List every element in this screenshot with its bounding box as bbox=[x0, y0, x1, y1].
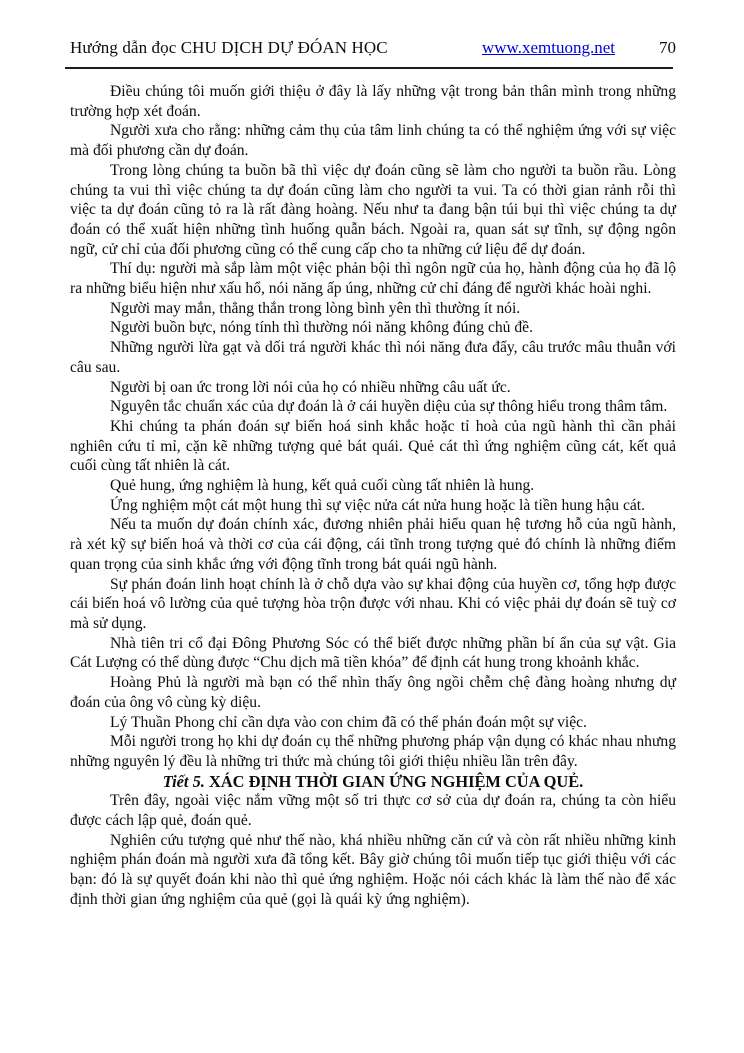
paragraph: Hoàng Phủ là người mà bạn có thể nhìn thấy ông ngồi chễm chệ đàng hoàng nhưng dự đoán của ông vô cùng kỳ diệu. bbox=[70, 674, 676, 711]
page-number: 70 bbox=[659, 38, 676, 57]
paragraph: Thí dụ: người mà sắp làm một việc phản bội thì ngôn ngữ của họ, hành động của họ đã lộ ra những biểu hiện như xấu hổ, nói năng ấp úng, những cử chỉ đáng để người khác hoài nghi. bbox=[70, 260, 676, 298]
paragraph: Người may mắn, thẳng thắn trong lòng bình yên thì thường ít nói. bbox=[110, 299, 521, 317]
paragraph: Khi chúng ta phán đoán sự biến hoá sinh khắc hoặc tỉ hoà của ngũ hành thì cần phải nghiên cứu tỉ mỉ, cặn kẽ những tượng quẻ bát quái. Quẻ cát thì ứng nghiệm cũng cát, kết quả cuối cùng tất nhiên là cát. bbox=[70, 417, 676, 475]
website-link[interactable]: www.xemtuong.net bbox=[482, 38, 615, 57]
paragraph: Những người lừa gạt và dối trá người khác thì nói năng đưa đẩy, câu trước mâu thuẫn với câu sau. bbox=[70, 339, 676, 376]
paragraph: Nghiên cứu tượng quẻ như thế nào, khá nhiều những căn cứ và còn rất nhiều những kinh nghiệm phán đoán mà người xưa đã tổng kết. Bây giờ chúng tôi muốn tiếp tục giới thiệu với các bạn: đó là sự quyết đoán khi nào thì quẻ ứng nghiệm. Hoặc nói cách khác là làm thế nào để xác định thời gian ứng nghiệm của quẻ (gọi là quái kỳ ứng nghiệm). bbox=[70, 831, 676, 908]
paragraph: Điều chúng tôi muốn giới thiệu ở đây là lấy những vật trong bản thân mình trong những trường hợp xét đoán. bbox=[70, 83, 676, 120]
paragraph: Sự phán đoán linh hoạt chính là ở chỗ dựa vào sự khai động của huyền cơ, tổng hợp được cái biến hoá vô lường của quẻ tượng hòa trộn được với nhau. Khi có việc phải dự đoán sẽ tuỳ cơ mà sử dụng. bbox=[70, 575, 676, 632]
section-heading-title: XÁC ĐỊNH THỜI GIAN ỨNG NGHIỆM CỦA QUẺ. bbox=[204, 771, 584, 791]
paragraph: Trên đây, ngoài việc nắm vững một số tri thực cơ sở của dự đoán ra, chúng ta còn hiểu được cách lập quẻ, đoán quẻ. bbox=[70, 792, 676, 830]
paragraph: Người xưa cho rằng: những cảm thụ của tâm linh chúng ta có thể nghiệm ứng với sự việc mà đối phương cần dự đoán. bbox=[70, 122, 676, 160]
paragraph: Trong lòng chúng ta buồn bã thì việc dự đoán cũng sẽ làm cho người ta buồn rầu. Lòng chúng ta vui thì việc chúng ta dự đoán cũng làm cho người ta vui. Ta có thời gian rảnh rỗi thì việc ta dự đoán cũng tỏ ra là rất đàng hoàng. Nếu như ta đang bận túi bụi thì việc chúng ta dự đoán có thể xuất hiện những tình huống quẫn bách. Ngoài ra, quan sát sự tĩnh, sự động ngôn ngữ, cử chỉ của đối phương cũng có thể cung cấp cho ta những cứ liệu để dự đoán. bbox=[70, 161, 676, 258]
paragraph: Quẻ hung, ứng nghiệm là hung, kết quả cuối cùng tất nhiên là hung. bbox=[110, 477, 535, 495]
paragraph: Lý Thuần Phong chỉ cần dựa vào con chim đã có thể phán đoán một sự việc. bbox=[110, 713, 587, 731]
paragraph: Nguyên tắc chuẩn xác của dự đoán là ở cái huyền diệu của sự thông hiểu trong thâm tâm. bbox=[110, 398, 668, 416]
paragraph: Mỗi người trong họ khi dự đoán cụ thể những phương pháp vận dụng có khác nhau nhưng những nguyên lý đều là những tri thức mà chúng tôi giới thiệu nhiều lần trên đây. bbox=[70, 733, 676, 770]
paragraph: Ứng nghiệm một cát một hung thì sự việc nửa cát nửa hung hoặc là tiền hung hậu cát. bbox=[110, 496, 646, 514]
paragraph: Người buồn bực, nóng tính thì thường nói năng không đúng chủ đề. bbox=[110, 319, 533, 337]
paragraph: Nếu ta muốn dự đoán chính xác, đương nhiên phải hiểu quan hệ tương hỗ của ngũ hành, rà xét kỹ sự biến hoá và thời cơ của cái động, cái tĩnh trong tượng quẻ đó chính là những điểm quan trọng của sinh khắc ứng với động tĩnh trong bát quái ngũ hành. bbox=[70, 516, 676, 573]
section-heading bbox=[70, 772, 676, 792]
document-title: Hướng dẫn đọc CHU DỊCH DỰ ĐÓAN HỌC bbox=[70, 38, 388, 57]
paragraph: Nhà tiên tri cổ đại Đông Phương Sóc có thể biết được những phần bí ẩn của sự vật. Gia Cát Lượng có thể dùng được “Chu dịch mã tiền khóa” để định cát hung trong khoảnh khắc. bbox=[70, 634, 676, 672]
document-body bbox=[70, 82, 676, 910]
section-heading-number: Tiết 5. bbox=[162, 771, 205, 791]
header-divider bbox=[65, 67, 673, 69]
paragraph: Người bị oan ức trong lời nói của họ có nhiều những câu uất ức. bbox=[110, 378, 511, 396]
page-header bbox=[70, 38, 676, 58]
